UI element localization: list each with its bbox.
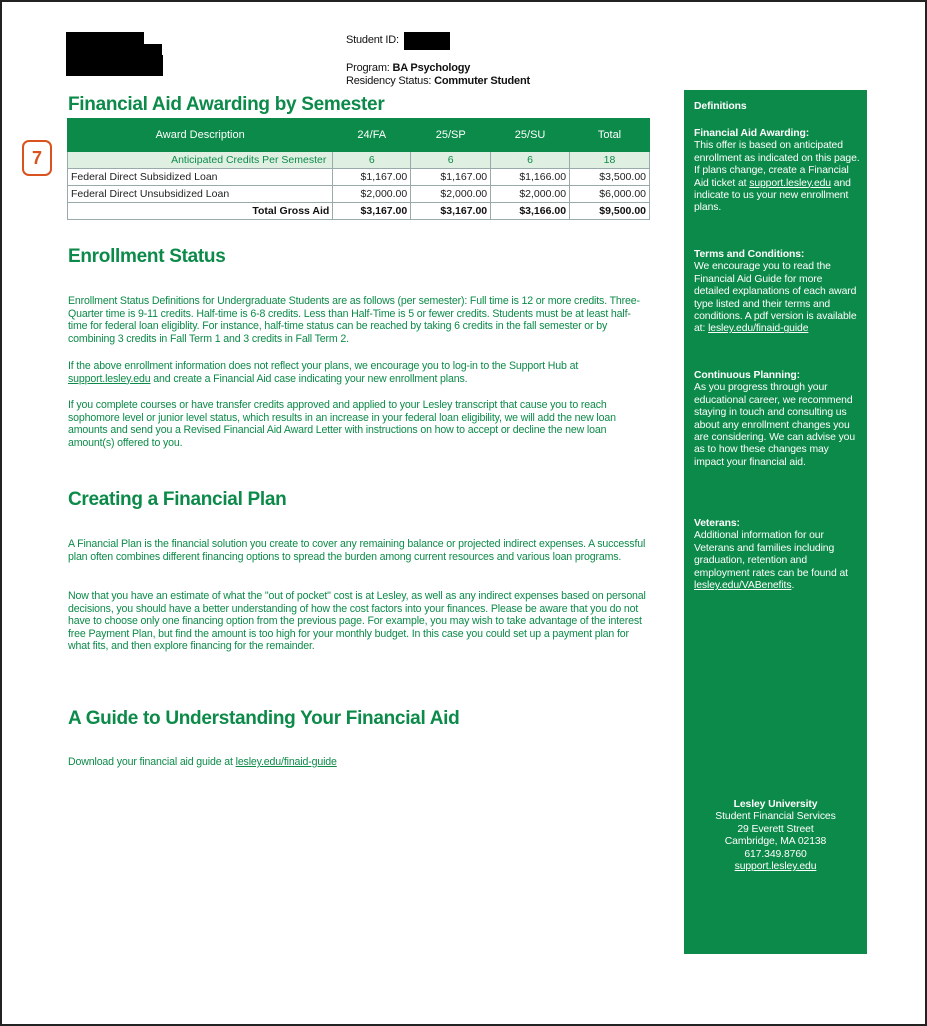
enrollment-title: Enrollment Status <box>68 246 226 267</box>
plan-details: Now that you have an estimate of what the "out of pocket" cost is at Lesley, as well as any indirect expenses based on personal decisions, you should have a better understanding of how the cost factors into your finances. Please be aware that you do not have to choose only one financing option from the previous page. For example, you may wish to take advantage of the interest free Payment Plan, but find the amount is too high for your monthly budget. In this case you could set up a payment plan for what fits, and then explore financing for the remainder. <box>68 590 646 653</box>
definitions-sidebar <box>684 90 867 954</box>
awarding-support-link[interactable]: support.lesley.edu <box>749 177 831 189</box>
col-header: Total <box>570 119 650 152</box>
total-cell: $3,167.00 <box>411 203 491 220</box>
residency-line <box>346 75 530 87</box>
street-address: 29 Everett Street <box>737 823 814 835</box>
university-name: Lesley University <box>733 799 818 810</box>
credits-cell: 6 <box>333 152 411 169</box>
table-row <box>68 186 650 203</box>
amount-cell: $2,000.00 <box>411 186 491 203</box>
credits-row <box>68 152 650 169</box>
col-header: 25/SP <box>411 119 491 152</box>
terms-text: We encourage you to read the Financial Aid Guide for more detailed explanations of each award type listed and their terms and conditions. A pdf version is available at: <box>694 261 857 335</box>
veterans-section <box>694 518 860 592</box>
residency-value: Commuter Student <box>434 75 530 87</box>
total-cell: $3,167.00 <box>333 203 411 220</box>
plan-title: Creating a Financial Plan <box>68 489 287 510</box>
guide-text: Download your financial aid guide at <box>68 756 233 768</box>
total-cell: $9,500.00 <box>570 203 650 220</box>
program-label: Program: <box>346 62 390 74</box>
loan-name: Federal Direct Unsubsidized Loan <box>68 186 333 203</box>
awarding-text-after: and indicate to us your new enrollment plans. <box>694 177 851 214</box>
terms-section <box>694 249 860 336</box>
sidebar-title: Definitions <box>694 101 747 112</box>
redacted-name <box>66 55 163 76</box>
amount-cell: $1,167.00 <box>411 169 491 186</box>
amount-cell: $1,166.00 <box>491 169 570 186</box>
award-title: Financial Aid Awarding by Semester <box>68 94 385 115</box>
enrollment-definitions: Enrollment Status Definitions for Undergraduate Students are as follows (per semester): Full time is 12 or more credits. Three-Quarter time is 9-11 credits. Half-time is 6-8 credits. Less than Half-Time is 5 or fewer credits. Students must be at least half-time for federal loan eligiblity. For instance, half-time status can be reached by taking 6 credits in the fall semester or by combining 3 credits in Fall Term 1 and 3 credits in Fall Term 2. <box>68 295 640 345</box>
veterans-period: . <box>791 580 795 592</box>
veterans-heading: Veterans: <box>694 518 740 529</box>
phone-number: 617.349.8760 <box>744 848 807 860</box>
loan-name: Federal Direct Subsidized Loan <box>68 169 333 186</box>
enrollment-transfer-note: If you complete courses or have transfer credits approved and applied to your Lesley transcript that cause you to reach sophomore level or junior level status, which results in an increase in your federal loan eligibility, we will add the new loan amounts and send you a Revised Financial Aid Award Letter with instructions on how to accept or decline the new loan amount(s) offered to you. <box>68 399 616 449</box>
total-label: Total Gross Aid <box>68 203 333 220</box>
total-cell: $3,166.00 <box>491 203 570 220</box>
col-header: 24/FA <box>333 119 411 152</box>
veterans-text: Additional information for our Veterans and families including graduation, retention and employment rates can be found at <box>694 530 848 579</box>
amount-cell: $6,000.00 <box>570 186 650 203</box>
award-table <box>67 118 650 220</box>
table-row <box>68 169 650 186</box>
amount-cell: $3,500.00 <box>570 169 650 186</box>
redacted-student-id <box>404 32 450 50</box>
planning-text: As you progress through your educational career, we recommend staying in touch and consulting us about any enrollment changes you are considering. We can advise you as to how these changes may impact your financial aid. <box>694 382 856 468</box>
col-header: 25/SU <box>491 119 570 152</box>
city-state-zip: Cambridge, MA 02138 <box>724 836 827 848</box>
credits-cell: 6 <box>491 152 570 169</box>
support-text-after: and create a Financial Aid case indicating your new enrollment plans. <box>153 372 468 385</box>
program-value: BA Psychology <box>392 62 471 74</box>
credits-label: Anticipated Credits Per Semester <box>68 152 333 169</box>
amount-cell: $2,000.00 <box>491 186 570 203</box>
credits-cell: 6 <box>411 152 491 169</box>
page-number-badge: 7 <box>22 140 52 176</box>
residency-label: Residency Status: <box>346 75 432 87</box>
guide-link[interactable]: lesley.edu/finaid-guide <box>235 756 337 768</box>
terms-heading: Terms and Conditions: <box>694 249 805 260</box>
university-address <box>684 799 867 873</box>
total-row <box>68 203 650 220</box>
guide-title: A Guide to Understanding Your Financial Aid <box>68 708 460 729</box>
guide-download-line <box>68 756 650 769</box>
col-header: Award Description <box>68 119 333 152</box>
awarding-section <box>694 128 860 215</box>
program-line <box>346 62 470 74</box>
department-name: Student Financial Services <box>715 811 836 823</box>
terms-guide-link[interactable]: lesley.edu/finaid-guide <box>708 323 809 335</box>
amount-cell: $1,167.00 <box>333 169 411 186</box>
award-table-header <box>68 119 650 152</box>
student-id-line <box>346 34 399 46</box>
veterans-benefits-link[interactable]: lesley.edu/VABenefits <box>694 580 792 592</box>
planning-section <box>694 370 860 469</box>
support-text-before: If the above enrollment information does not reflect your plans, we encourage you to log-in to the Support Hub at <box>68 360 579 372</box>
plan-intro: A Financial Plan is the financial solution you create to cover any remaining balance or projected indirect expenses. A successful plan often combines different financing options to spread the burden among current resources and various loan programs. <box>68 538 646 563</box>
enrollment-support-note <box>68 360 650 385</box>
support-site-link[interactable]: support.lesley.edu <box>734 861 817 873</box>
awarding-text: This offer is based on anticipated enrollment as indicated on this page. If plans change, create a Financial Aid ticket at <box>694 140 860 189</box>
student-id-label: Student ID: <box>346 34 399 46</box>
planning-heading: Continuous Planning: <box>694 370 800 381</box>
credits-cell: 18 <box>570 152 650 169</box>
support-hub-link[interactable]: support.lesley.edu <box>68 372 151 385</box>
amount-cell: $2,000.00 <box>333 186 411 203</box>
redacted-address <box>142 44 162 58</box>
awarding-heading: Financial Aid Awarding: <box>694 128 810 139</box>
